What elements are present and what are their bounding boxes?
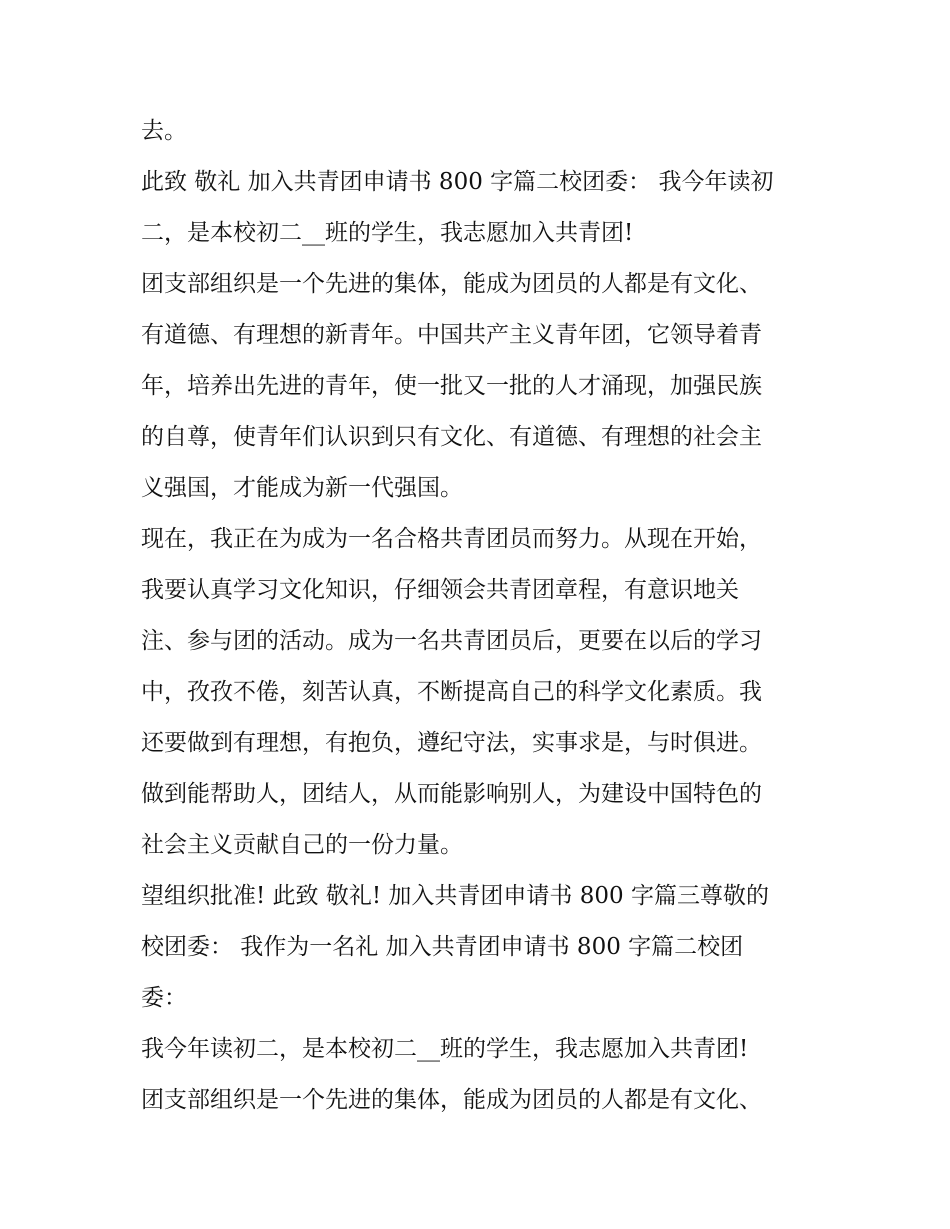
text-line: 还要做到有理想，有抱负，遵纪守法，实事求是，与时俱进。 [141, 730, 762, 756]
text-line: 二，是本校初二__班的学生，我志愿加入共青团! [141, 220, 634, 246]
text-line: 做到能帮助人，团结人，从而能影响别人，为建设中国特色的 [141, 781, 762, 807]
text-line: 义强国，才能成为新一代强国。 [141, 475, 463, 501]
text-line: 去。 [141, 118, 187, 144]
text-line: 此致 敬礼 加入共青团申请书 800 字篇二校团委： 我今年读初 [141, 169, 774, 195]
document-body [141, 106, 821, 1126]
text-line: 团支部组织是一个先进的集体，能成为团员的人都是有文化、 [141, 271, 762, 297]
text-line: 年，培养出先进的青年，使一批又一批的人才涌现，加强民族 [141, 373, 762, 399]
text-line: 我要认真学习文化知识，仔细领会共青团章程，有意识地关 [141, 577, 739, 603]
text-line: 我今年读初二，是本校初二__班的学生，我志愿加入共青团! [141, 1036, 749, 1062]
text-line: 校团委： 我作为一名礼 加入共青团申请书 800 字篇二校团 [141, 934, 744, 960]
text-line: 社会主义贡献自己的一份力量。 [141, 832, 463, 858]
text-line: 委： [141, 985, 187, 1011]
text-line: 中，孜孜不倦，刻苦认真，不断提高自己的科学文化素质。我 [141, 679, 762, 705]
text-line: 的自尊，使青年们认识到只有文化、有道德、有理想的社会主 [141, 424, 762, 450]
text-line: 现在，我正在为成为一名合格共青团员而努力。从现在开始， [141, 526, 762, 552]
text-line: 有道德、有理想的新青年。中国共产主义青年团，它领导着青 [141, 322, 762, 348]
text-line: 望组织批准! 此致 敬礼! 加入共青团申请书 800 字篇三尊敬的 [141, 883, 769, 909]
text-line: 团支部组织是一个先进的集体，能成为团员的人都是有文化、 [141, 1087, 762, 1113]
text-line: 注、参与团的活动。成为一名共青团员后，更要在以后的学习 [141, 628, 762, 654]
